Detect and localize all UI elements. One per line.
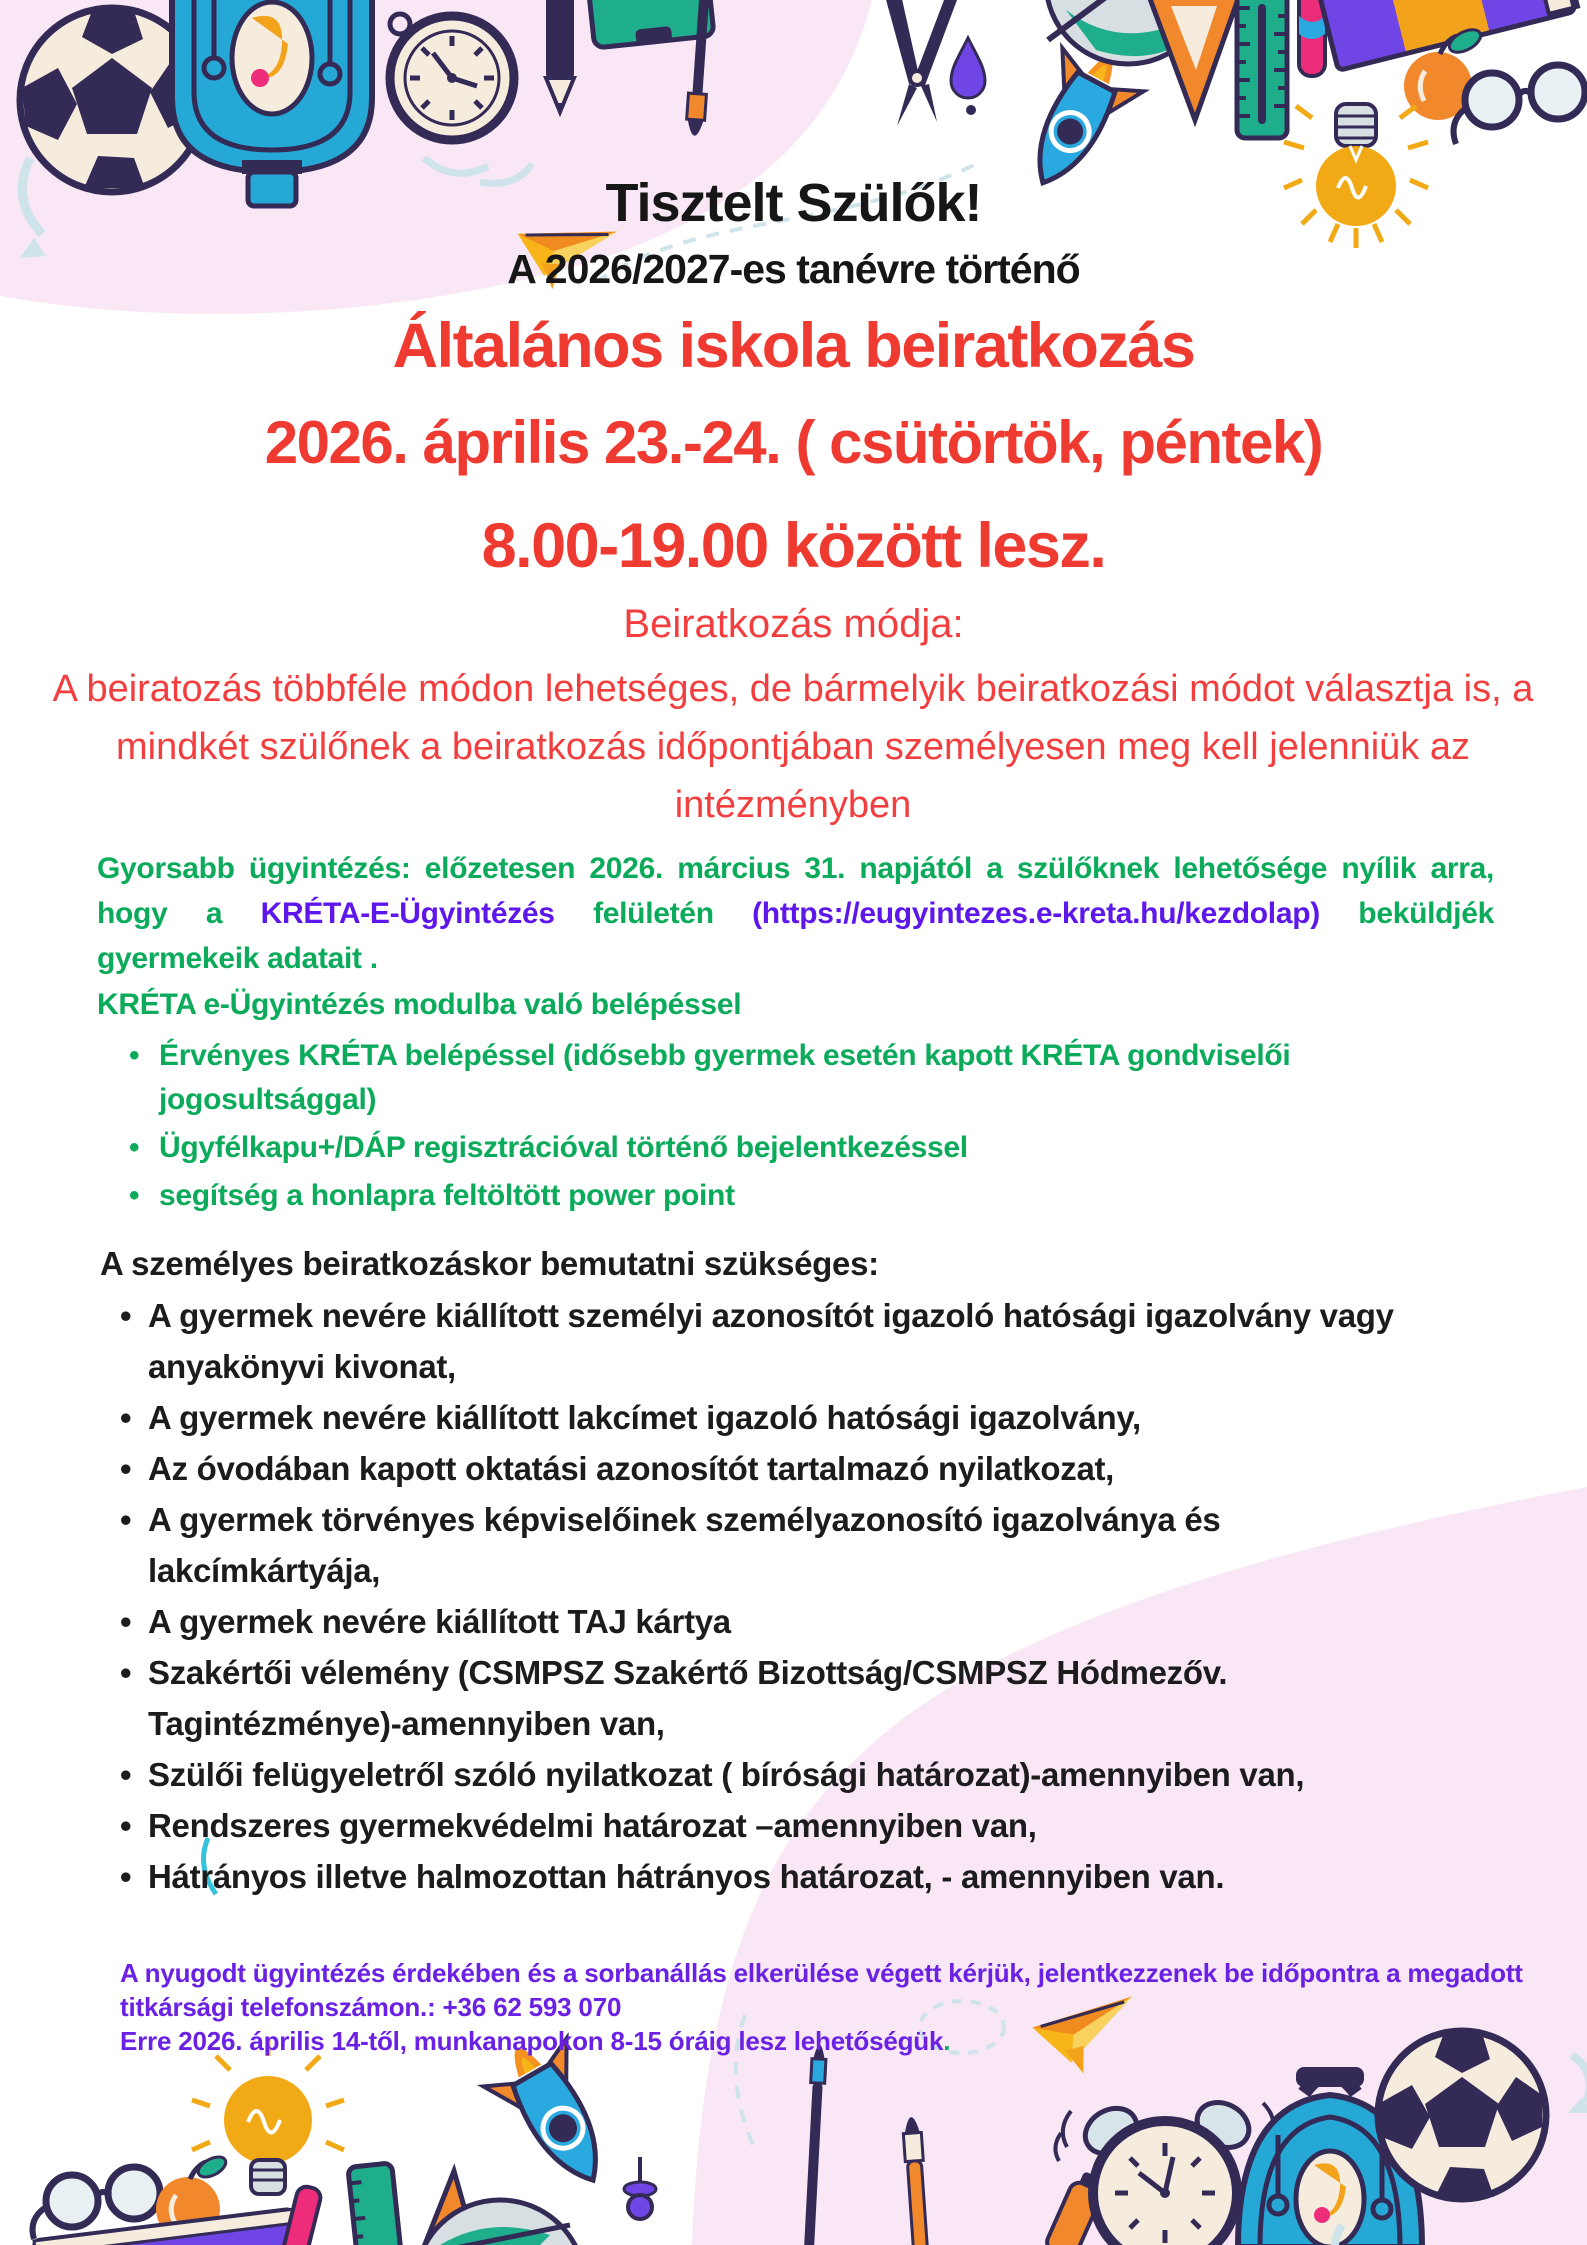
appointment-line2 — [120, 2024, 1525, 2058]
online-enrollment-section — [97, 846, 1494, 1222]
required-documents-section — [100, 1238, 1460, 1902]
list-item: • Szakértői vélemény (CSMPSZ Szakértő Bizottság/CSMPSZ Hódmezőv. Tagintézménye)-amennyiben van, — [148, 1647, 1460, 1749]
list-item: • A gyermek törvényes képviselőinek személyazonosító igazolványa és lakcímkártyája, — [148, 1494, 1460, 1596]
ruler-icon — [348, 2163, 405, 2245]
list-item: • Érvényes KRÉTA belépéssel (idősebb gyermek esetén kapott KRÉTA gondviselői jogosultsággal) — [159, 1034, 1494, 1122]
green-period: . — [943, 2026, 951, 2056]
glasses-icon — [1454, 65, 1585, 144]
documents-list — [100, 1290, 1460, 1902]
list-item: • Szülői felügyeletről szóló nyilatkozat ( bírósági határozat)-amennyiben van, — [148, 1749, 1460, 1800]
list-item: • segítség a honlapra feltöltött power point — [159, 1174, 1494, 1218]
documents-heading: A személyes beiratkozáskor bemutatni szükséges: — [100, 1245, 879, 1282]
pencil-icon — [546, 0, 574, 112]
paintbrush-icon — [902, 2116, 934, 2245]
kreta-url-link-continued[interactable]: kreta.hu/kezdolap) — [1061, 897, 1320, 930]
list-item: • Az óvodában kapott oktatási azonosítót tartalmazó nyilatkozat, — [148, 1443, 1460, 1494]
kreta-url-link[interactable]: (https://eugyintezes.e- — [752, 897, 1062, 930]
online-options-list — [97, 1034, 1494, 1218]
appointment-note — [120, 1956, 1525, 2058]
heading-dates: 2026. április 23.-24. ( csütörtök, péntek) — [264, 409, 1323, 476]
online-subheading: KRÉTA e-Ügyintézés modulba való belépéssel — [97, 988, 742, 1021]
mode-description: A beiratozás többféle módon lehetséges, de bármelyik beiratkozási módot választja is, a mindkét szülőnek a beiratkozás időpontjában személyesen meg kell jelenniük az intézményben — [52, 668, 1534, 826]
appointment-line2-text: Erre 2026. április 14-től, munkanapokon 8-15 óráig lesz lehetőségük — [120, 2026, 944, 2056]
online-intro-prefix: Gyorsabb ügyintézés: előzetesen 2026. március 31. napjától a szülőknek lehetősége nyílik arra, hogy a — [97, 852, 1494, 930]
ruler-icon — [1237, 0, 1287, 138]
list-item: • A gyermek nevére kiállított lakcímet igazoló hatósági igazolvány, — [148, 1392, 1460, 1443]
kreta-system-name: KRÉTA-E-Ügyintézés — [260, 897, 555, 930]
paintbrush-icon — [801, 2045, 827, 2245]
clipboard-icon — [587, 0, 714, 48]
heading-enrollment: Általános iskola beiratkozás — [392, 311, 1195, 381]
list-item: • A gyermek nevére kiállított TAJ kártya — [148, 1596, 1460, 1647]
list-item: • Hátrányos illetve halmozottan hátrányos határozat, - amennyiben van. — [148, 1851, 1460, 1902]
ink-drop-icon — [951, 38, 985, 115]
pushpin-icon — [624, 2157, 656, 2219]
page-subtitle: A 2026/2027-es tanévre történő — [507, 246, 1080, 292]
scissors-icon — [885, 0, 957, 126]
pocket-watch-icon — [390, 14, 532, 183]
list-item: • Ügyfélkapu+/DÁP regisztrációval történő bejelentkezéssel — [159, 1126, 1494, 1170]
online-intro-paragraph — [97, 846, 1494, 981]
appointment-line1: A nyugodt ügyintézés érdekében és a sorbanállás elkerülése végett kérjük, jelentkezzenek be időpontra a megadott titkársági telefonszámon.: +36 62 593 070 — [120, 1958, 1523, 2022]
online-intro-suffix: beküldjék gyermekeik adatait . — [97, 897, 1494, 975]
heading-hours: 8.00-19.00 között lesz. — [481, 511, 1106, 581]
list-item: • Rendszeres gyermekvédelmi határozat –amennyiben van, — [148, 1800, 1460, 1851]
mode-title: Beiratkozás módja: — [623, 602, 964, 646]
page-title: Tisztelt Szülők! — [605, 173, 982, 233]
list-item: • A gyermek nevére kiállított személyi azonosítót igazoló hatósági igazolvány vagy anyakönyvi kivonat, — [148, 1290, 1460, 1392]
online-intro-mid: felületén — [554, 897, 753, 930]
